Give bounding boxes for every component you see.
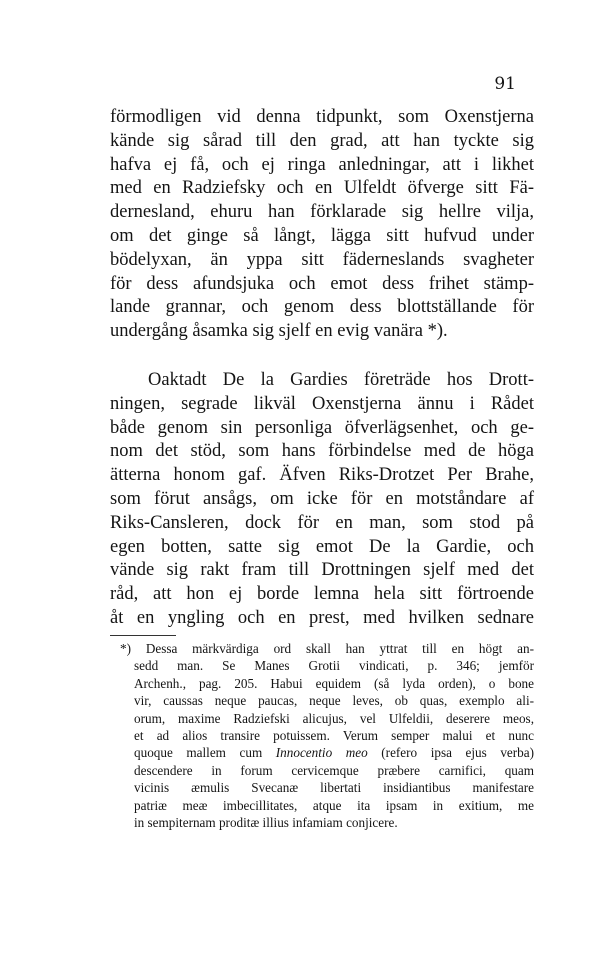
text-line: egen botten, satte sig emot De la Gardie, och — [110, 536, 534, 557]
footnote-line — [120, 640, 534, 657]
footnote-line: in sempiternam proditæ illius infamiam conjicere. — [134, 814, 398, 830]
footnote-line: vir, caussas neque paucas, neque leves, ob quas, exemplo ali- — [134, 693, 534, 709]
text-line: åt en yngling och en prest, med hvilken sednare — [110, 607, 534, 628]
footnote-line: patriæ meæ imbecillitates, atque ita ipsam in exitium, me — [134, 797, 534, 813]
footnote-line: orum, maxime Radziefski alicujus, vel Ulfeldii, deserere meos, — [134, 710, 534, 726]
footnote-marker: *) — [120, 641, 131, 656]
text-line: vände sig rakt fram till Drottningen sjelf med det — [110, 560, 534, 581]
text-line: kände sig sårad till den grad, att han tyckte sig — [110, 130, 534, 151]
footnote-line: et ad alios transire potuissem. Verum semper malui et nunc — [134, 727, 534, 743]
footnote-divider — [110, 635, 176, 636]
text-line: som förut ansågs, om icke för en motståndare af — [110, 488, 534, 509]
footnote-line: sedd man. Se Manes Grotii vindicati, p. 346; jemför — [134, 658, 534, 674]
text-line: råd, att hon ej borde lemna hela sitt förtroende — [110, 584, 534, 605]
page-number: 91 — [494, 74, 516, 94]
text-line: lande grannar, och genom dess blottställande för — [110, 297, 534, 318]
text-line: förmodligen vid denna tidpunkt, som Oxenstjerna — [110, 107, 534, 127]
text-line: om det ginge så långt, lägga sitt hufvud under — [110, 225, 534, 246]
text-line: Riks-Cansleren, dock för en man, som stod på — [110, 512, 534, 533]
text-line: undergång åsamka sig sjelf en evig vanära *). — [110, 321, 448, 342]
text-line: nom det stöd, som hans förbindelse med de höga — [110, 441, 534, 462]
footnote-italic-text: Innocentio meo — [275, 745, 368, 761]
footnote-line — [120, 744, 534, 761]
footnote-line: Archenh., pag. 205. Habui equidem (så lyda orden), o bone — [134, 675, 534, 691]
text-line: bödelyxan, än yppa sitt fäderneslands svagheter — [110, 249, 534, 270]
footnote-text: quoque mallem cum — [134, 745, 276, 761]
text-line: för dess afundsjuka och emot dess frihet stämp- — [110, 273, 534, 294]
text-line: med en Radziefsky och en Ulfeldt öfverge sitt Fä- — [110, 178, 534, 199]
body-paragraph-1 — [110, 106, 534, 344]
footnote-text: Dessa märkvärdiga ord skall han yttrat till en högt an- — [145, 641, 534, 656]
text-line: ningen, segrade likväl Oxenstjerna ännu i Rådet — [110, 393, 534, 414]
footnote-line: vicinis æmulis Svecanæ libertati insidiantibus manifestare — [134, 780, 534, 796]
text-line: Oaktadt De la Gardies företräde hos Drott- — [148, 370, 534, 390]
footnote-text: (refero ipsa ejus verba) — [367, 745, 535, 761]
footnote — [120, 640, 534, 831]
footnote-line: descendere in forum cervicemque præbere carnifici, quam — [134, 762, 534, 778]
text-line: dernesland, ehuru han förklarade sig hellre vilja, — [110, 202, 534, 223]
text-line: hafva ej få, och ej ringa anledningar, att i likhet — [110, 154, 534, 175]
text-line: ätterna honom gaf. Äfven Riks-Drotzet Per Brahe, — [110, 465, 534, 486]
body-paragraph-2 — [110, 369, 534, 631]
text-line: både genom sin personliga öfverlägsenhet, och ge- — [110, 417, 534, 438]
